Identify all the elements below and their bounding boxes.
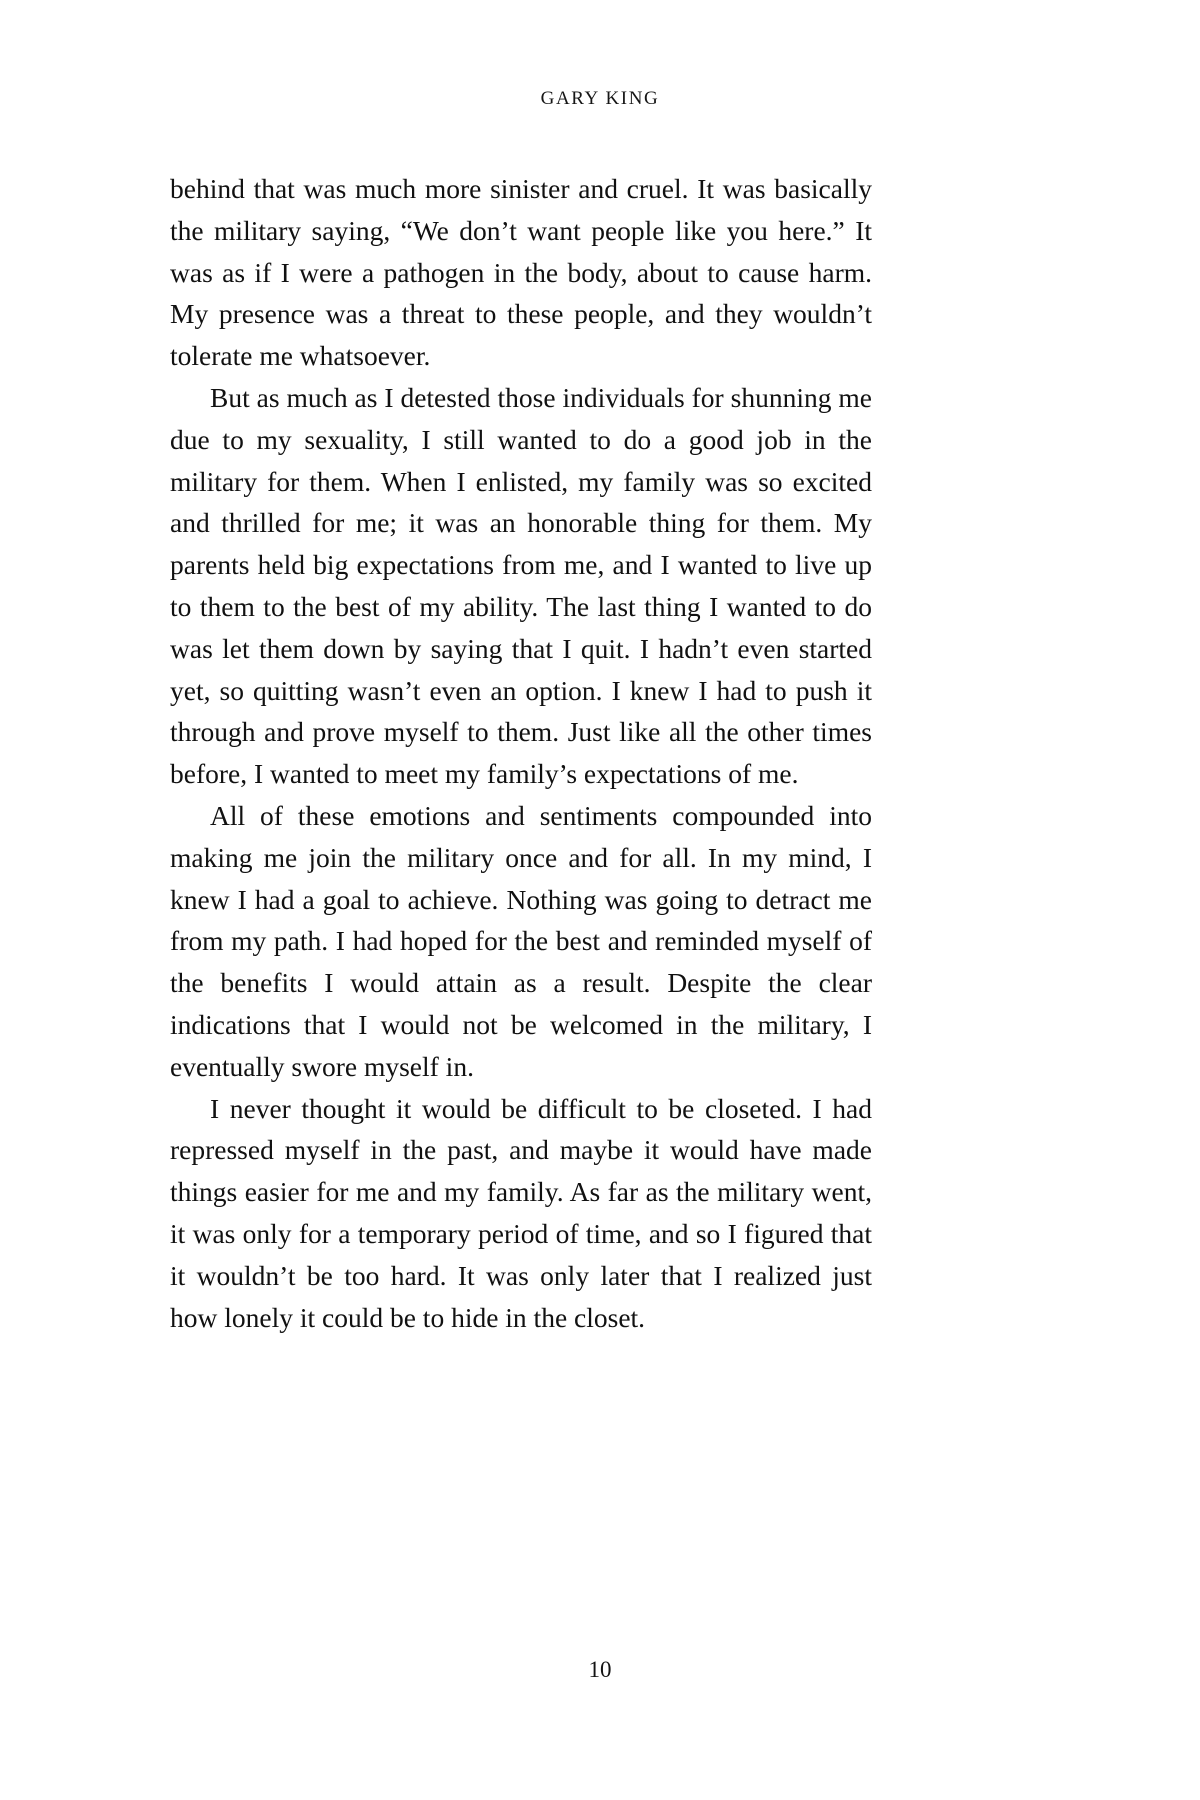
page-number: 10 bbox=[588, 1657, 612, 1682]
running-head: GARY KING bbox=[540, 88, 660, 109]
paragraph-continued: behind that was much more sinister and cruel. It was basically the military saying, “We don’t want people like you here.” It was as if I were a pathogen in the body, about to cause harm. My presence was a threat to these people, and they wouldn’t tolerate me whatsoever. bbox=[170, 173, 872, 372]
body-text-block bbox=[170, 168, 872, 1338]
paragraph-i-never-thought: I never thought it would be difficult to be closeted. I had repressed myself in the past, and maybe it would have made things easier for me and my family. As far as the military went, it was only for a temporary period of time, and so I figured that it wouldn’t be too hard. It was only later that I realized just how lonely it could be to hide in the closet. bbox=[170, 1092, 872, 1333]
paragraph-all-of-these: All of these emotions and sentiments compounded into making me join the military once and for all. In my mind, I knew I had a goal to achieve. Nothing was going to detract me from my path. I had hoped for the best and reminded myself of the benefits I would attain as a result. Despite the clear indications that I would not be welcomed in the military, I eventually swore myself in. bbox=[170, 799, 872, 1082]
paragraph-but-as-much: But as much as I detested those individuals for shunning me due to my sexuality, I still wanted to do a good job in the military for them. When I enlisted, my family was so excited and thrilled for me; it was an honorable thing for them. My parents held big expectations from me, and I wanted to live up to them to the best of my ability. The last thing I wanted to do was let them down by saying that I quit. I hadn’t even started yet, so quitting wasn’t even an option. I knew I had to push it through and prove myself to them. Just like all the other times before, I wanted to meet my family’s expectations of me. bbox=[170, 381, 872, 790]
